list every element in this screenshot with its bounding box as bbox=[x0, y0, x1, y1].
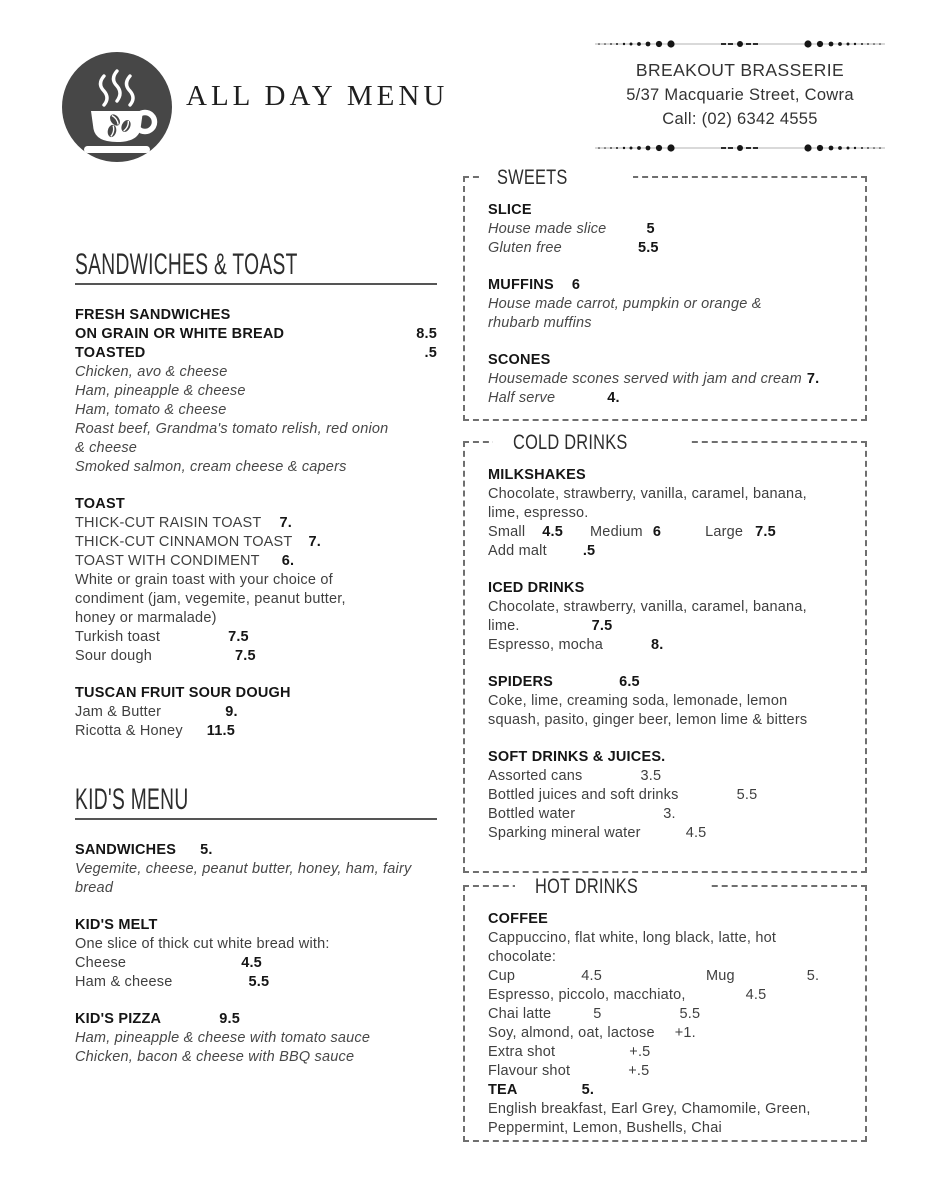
menu-line bbox=[75, 1011, 437, 1030]
dotted-line-ornament bbox=[595, 142, 885, 154]
item-text: Ham & cheese bbox=[75, 974, 173, 990]
item-text: & cheese bbox=[75, 440, 138, 456]
item-text: squash, pasito, ginger beer, lemon lime & bitters bbox=[488, 712, 808, 728]
price-text: 11.5 bbox=[206, 723, 236, 739]
price-text: 5.5 bbox=[736, 787, 758, 803]
item-text: KID'S PIZZA bbox=[75, 1011, 162, 1027]
menu-line bbox=[75, 345, 437, 364]
menu-line bbox=[75, 421, 437, 440]
menu-block bbox=[488, 277, 847, 334]
menu-line bbox=[488, 693, 847, 712]
menu-line bbox=[488, 1082, 847, 1101]
price-text: .5 bbox=[582, 543, 596, 559]
menu-line bbox=[75, 704, 437, 723]
menu-line bbox=[488, 1025, 847, 1044]
menu-line bbox=[75, 459, 437, 478]
item-text: Ham, tomato & cheese bbox=[75, 402, 227, 418]
menu-line bbox=[488, 599, 847, 618]
item-text: SCONES bbox=[488, 352, 551, 368]
menu-line bbox=[488, 1101, 847, 1120]
menu-line bbox=[75, 515, 437, 534]
price-text: 6.5 bbox=[619, 674, 640, 690]
item-text: KID'S MELT bbox=[75, 917, 158, 933]
price-text: 5.5 bbox=[248, 974, 270, 990]
menu-line bbox=[488, 1063, 847, 1082]
menu-line bbox=[488, 543, 847, 562]
item-text: MILKSHAKES bbox=[488, 467, 586, 483]
box-title: SWEETS bbox=[479, 164, 633, 191]
menu-line bbox=[488, 911, 847, 930]
item-text: SPIDERS bbox=[488, 674, 554, 690]
price-text: 7.5 bbox=[591, 618, 613, 634]
section-content bbox=[75, 842, 437, 1068]
item-text: SLICE bbox=[488, 202, 532, 218]
business-address: 5/37 Macquarie Street, Cowra bbox=[626, 86, 854, 104]
menu-line bbox=[488, 806, 847, 825]
menu-line bbox=[75, 1030, 437, 1049]
item-text: ICED DRINKS bbox=[488, 580, 585, 596]
price-text: 5.5 bbox=[679, 1006, 701, 1022]
menu-line bbox=[75, 685, 437, 704]
menu-block bbox=[488, 674, 847, 731]
menu-line bbox=[488, 968, 847, 987]
menu-line bbox=[488, 712, 847, 731]
item-text: Smoked salmon, cream cheese & capers bbox=[75, 459, 347, 475]
menu-line bbox=[75, 936, 437, 955]
menu-block bbox=[75, 842, 437, 899]
item-text: FRESH SANDWICHES bbox=[75, 307, 231, 323]
price-text: 6 bbox=[652, 524, 662, 540]
item-text: Chocolate, strawberry, vanilla, caramel, banana, bbox=[488, 599, 807, 615]
menu-line bbox=[75, 610, 437, 629]
item-text: Vegemite, cheese, peanut butter, honey, ham, fairy bbox=[75, 861, 412, 877]
item-text: Roast beef, Grandma's tomato relish, red onion bbox=[75, 421, 389, 437]
item-text: SANDWICHES bbox=[75, 842, 177, 858]
price-text: 4. bbox=[607, 390, 620, 406]
menu-line bbox=[488, 787, 847, 806]
item-text: Espresso, piccolo, macchiato, bbox=[488, 987, 686, 1003]
item-text: Gluten free bbox=[488, 240, 562, 256]
menu-line bbox=[488, 674, 847, 693]
item-text: ON GRAIN OR WHITE BREAD bbox=[75, 326, 285, 342]
item-text: lime. bbox=[488, 618, 520, 634]
item-text: Sparking mineral water bbox=[488, 825, 641, 841]
item-text: Turkish toast bbox=[75, 629, 161, 645]
item-text: Flavour shot bbox=[488, 1063, 571, 1079]
item-text: TOASTED bbox=[75, 345, 146, 361]
price-text: 3.5 bbox=[640, 768, 662, 784]
item-text: House made carrot, pumpkin or orange & bbox=[488, 296, 762, 312]
item-text: condiment (jam, vegemite, peanut butter, bbox=[75, 591, 346, 607]
menu-line bbox=[488, 1044, 847, 1063]
item-text: SOFT DRINKS & JUICES. bbox=[488, 749, 666, 765]
price-text: 9.5 bbox=[219, 1011, 240, 1027]
price-text: +1. bbox=[674, 1025, 696, 1041]
menu-block bbox=[75, 307, 437, 478]
item-text: Cup bbox=[488, 968, 516, 984]
menu-line bbox=[75, 364, 437, 383]
item-text: Ricotta & Honey bbox=[75, 723, 183, 739]
menu-line bbox=[488, 618, 847, 637]
price-text: 5. bbox=[806, 968, 820, 984]
item-text: White or grain toast with your choice of bbox=[75, 572, 333, 588]
item-text: Soy, almond, oat, lactose bbox=[488, 1025, 655, 1041]
price-text: 7. bbox=[308, 534, 321, 550]
price-text: 4.5 bbox=[241, 955, 262, 971]
menu-line bbox=[75, 383, 437, 402]
price-text: 7. bbox=[806, 371, 820, 387]
menu-line bbox=[488, 390, 847, 409]
box-hot-drinks bbox=[463, 875, 867, 1142]
box-content bbox=[488, 911, 847, 1139]
business-info bbox=[595, 38, 885, 154]
menu-line bbox=[488, 825, 847, 844]
price-text: 7. bbox=[279, 515, 292, 531]
item-text: Bottled juices and soft drinks bbox=[488, 787, 679, 803]
menu-line bbox=[75, 723, 437, 742]
item-text: chocolate: bbox=[488, 949, 557, 965]
menu-line bbox=[75, 648, 437, 667]
section-kids-menu bbox=[75, 785, 437, 1068]
menu-line bbox=[75, 534, 437, 553]
menu-line bbox=[75, 572, 437, 591]
menu-block bbox=[488, 467, 847, 562]
item-text: Half serve bbox=[488, 390, 556, 406]
item-text: TOAST WITH CONDIMENT bbox=[75, 553, 260, 569]
item-text: Chicken, avo & cheese bbox=[75, 364, 228, 380]
price-text: 8. bbox=[651, 637, 664, 653]
item-text: COFFEE bbox=[488, 911, 549, 927]
item-text: rhubarb muffins bbox=[488, 315, 592, 331]
box-title: HOT DRINKS bbox=[515, 873, 709, 900]
box-sweets bbox=[463, 166, 867, 421]
menu-line bbox=[488, 277, 847, 296]
menu-line bbox=[75, 591, 437, 610]
item-text: Chicken, bacon & cheese with BBQ sauce bbox=[75, 1049, 355, 1065]
menu-line bbox=[488, 352, 847, 371]
box-content bbox=[488, 467, 847, 844]
menu-line bbox=[75, 880, 437, 899]
menu-line bbox=[488, 768, 847, 787]
menu-line bbox=[488, 315, 847, 334]
menu-block bbox=[488, 202, 847, 259]
menu-block bbox=[75, 917, 437, 993]
menu-line bbox=[488, 524, 847, 543]
price-text: 4.5 bbox=[581, 968, 602, 984]
menu-line bbox=[75, 326, 437, 345]
item-text: Ham, pineapple & cheese with tomato sauce bbox=[75, 1030, 371, 1046]
price-text: .5 bbox=[424, 345, 437, 361]
item-text: THICK-CUT RAISIN TOAST bbox=[75, 515, 262, 531]
item-text: honey or marmalade) bbox=[75, 610, 217, 626]
menu-block bbox=[488, 580, 847, 656]
price-text: 5. bbox=[200, 842, 213, 858]
menu-line bbox=[75, 955, 437, 974]
menu-block bbox=[488, 749, 847, 844]
item-text: TUSCAN FRUIT SOUR DOUGH bbox=[75, 685, 291, 701]
menu-line bbox=[75, 861, 437, 880]
price-text: 7.5 bbox=[755, 524, 776, 540]
item-text: Medium bbox=[590, 524, 643, 540]
price-text: 6 bbox=[571, 277, 581, 293]
price-text: 5 bbox=[646, 221, 655, 237]
price-text: 4.5 bbox=[685, 825, 707, 841]
item-text: Coke, lime, creaming soda, lemonade, lemon bbox=[488, 693, 788, 709]
section-content bbox=[75, 307, 437, 742]
dotted-line-ornament bbox=[595, 38, 885, 50]
menu-block bbox=[75, 1011, 437, 1068]
menu-line bbox=[75, 553, 437, 572]
price-text: 4.5 bbox=[745, 987, 767, 1003]
item-text: Peppermint, Lemon, Bushells, Chai bbox=[488, 1120, 722, 1136]
price-text: 5.5 bbox=[637, 240, 659, 256]
section-heading: KID'S MENU bbox=[75, 785, 437, 820]
item-text: Extra shot bbox=[488, 1044, 556, 1060]
box-content bbox=[488, 202, 847, 409]
item-text: Add malt bbox=[488, 543, 547, 559]
price-text: 3. bbox=[663, 806, 676, 822]
item-text: Cheese bbox=[75, 955, 127, 971]
price-text: 9. bbox=[225, 704, 238, 720]
section-sandwiches-toast bbox=[75, 250, 437, 742]
price-text: 7.5 bbox=[228, 629, 249, 645]
menu-line bbox=[488, 467, 847, 486]
menu-line bbox=[488, 371, 847, 390]
menu-line bbox=[75, 402, 437, 421]
item-text: Mug bbox=[705, 968, 735, 984]
item-text: THICK-CUT CINNAMON TOAST bbox=[75, 534, 293, 550]
menu-line bbox=[488, 296, 847, 315]
menu-block bbox=[488, 911, 847, 1139]
menu-line bbox=[488, 486, 847, 505]
menu-line bbox=[488, 580, 847, 599]
menu-line bbox=[75, 629, 437, 648]
menu-line bbox=[75, 496, 437, 515]
price-text: 7.5 bbox=[234, 648, 256, 664]
item-text: Large bbox=[705, 524, 744, 540]
price-text: +.5 bbox=[629, 1044, 651, 1060]
menu-line bbox=[488, 240, 847, 259]
item-text: One slice of thick cut white bread with: bbox=[75, 936, 330, 952]
item-text: Housemade scones served with jam and cream bbox=[488, 371, 802, 387]
business-name: BREAKOUT BRASSERIE bbox=[635, 60, 845, 80]
menu-line bbox=[488, 949, 847, 968]
item-text: Espresso, mocha bbox=[488, 637, 604, 653]
menu-block bbox=[75, 685, 437, 742]
menu-line bbox=[488, 930, 847, 949]
item-text: Sour dough bbox=[75, 648, 152, 664]
price-text: +.5 bbox=[628, 1063, 650, 1079]
menu-line bbox=[488, 202, 847, 221]
item-text: bread bbox=[75, 880, 114, 896]
item-text: TOAST bbox=[75, 496, 125, 512]
menu-block bbox=[75, 496, 437, 667]
business-phone: Call: (02) 6342 4555 bbox=[662, 110, 818, 128]
item-text: Jam & Butter bbox=[75, 704, 162, 720]
item-text: Bottled water bbox=[488, 806, 576, 822]
menu-line bbox=[488, 505, 847, 524]
item-text: lime, espresso. bbox=[488, 505, 589, 521]
price-text: 8.5 bbox=[416, 326, 437, 342]
menu-line bbox=[75, 842, 437, 861]
item-text: House made slice bbox=[488, 221, 607, 237]
coffee-cup-icon bbox=[62, 52, 172, 162]
menu-line bbox=[488, 637, 847, 656]
menu-line bbox=[75, 974, 437, 993]
box-cold-drinks bbox=[463, 431, 867, 873]
price-text: 4.5 bbox=[542, 524, 564, 540]
item-text: MUFFINS bbox=[488, 277, 554, 293]
menu-line bbox=[75, 440, 437, 459]
item-text: Ham, pineapple & cheese bbox=[75, 383, 246, 399]
price-text: 6. bbox=[281, 553, 295, 569]
menu-line bbox=[75, 917, 437, 936]
page-title: ALL DAY MENU bbox=[186, 80, 449, 112]
menu-line bbox=[488, 221, 847, 240]
menu-line bbox=[488, 1120, 847, 1139]
menu-line bbox=[488, 1006, 847, 1025]
menu-line bbox=[75, 1049, 437, 1068]
item-text: Cappuccino, flat white, long black, latte, hot bbox=[488, 930, 777, 946]
item-text: Chocolate, strawberry, vanilla, caramel, banana, bbox=[488, 486, 807, 502]
item-text: TEA bbox=[488, 1082, 518, 1098]
menu-line bbox=[75, 307, 437, 326]
menu-line bbox=[488, 987, 847, 1006]
price-text: 5. bbox=[581, 1082, 595, 1098]
item-text: Assorted cans bbox=[488, 768, 583, 784]
item-text: Small bbox=[488, 524, 526, 540]
box-title: COLD DRINKS bbox=[493, 429, 688, 456]
menu-block bbox=[488, 352, 847, 409]
item-text: Chai latte bbox=[488, 1006, 552, 1022]
menu-line bbox=[488, 749, 847, 768]
section-heading: SANDWICHES & TOAST bbox=[75, 250, 437, 285]
price-text: 5 bbox=[593, 1006, 602, 1022]
item-text: English breakfast, Earl Grey, Chamomile, Green, bbox=[488, 1101, 811, 1117]
